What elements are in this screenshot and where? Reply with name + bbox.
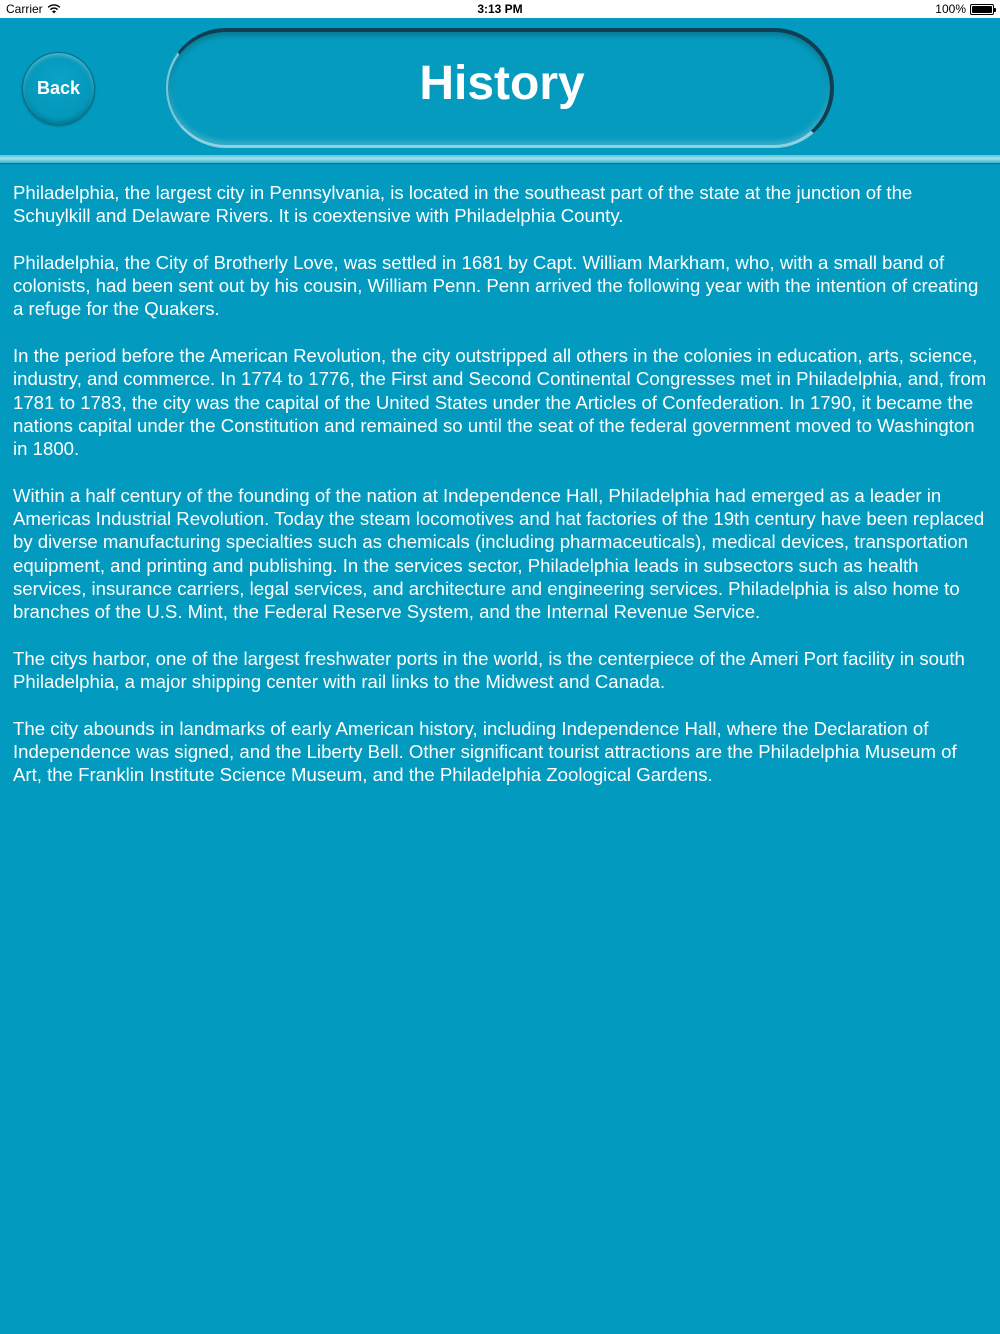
status-left [6,0,61,18]
paragraph: The city abounds in landmarks of early American history, including Independence Hall, where the Declaration of Independence was signed, and the Liberty Bell. Other significant tourist attractions are the Philadelphia Museum of Art, the Franklin Institute Science Museum, and the Philadelphia Zoological Gardens. [13,717,957,786]
status-right [935,0,994,18]
battery-icon [970,4,994,15]
battery-fill [972,6,992,13]
wifi-icon [47,4,61,14]
status-time: 3:13 PM [477,2,523,16]
paragraph: Philadelphia, the City of Brotherly Love, was settled in 1681 by Capt. William Markham, who, with a small band of colonists, had been sent out by his cousin, William Penn. Penn arrived the following year with the intention of creating a refuge for the Quakers. [13,251,979,320]
paragraph: Within a half century of the founding of the nation at Independence Hall, Philadelphia had emerged as a leader in Americas Industrial Revolution. Today the steam locomotives and hat factories of the 19th century have been replaced by diverse manufacturing specialties such as chemicals (including pharmaceuticals), medical devices, transportation equipment, and printing and publishing. In the services sector, Philadelphia leads in subsectors such as health services, insurance carriers, legal services, and architecture and engineering services. Philadelphia is also home to branches of the U.S. Mint, the Federal Reserve System, and the Internal Revenue Service. [13,484,985,623]
paragraph: The citys harbor, one of the largest freshwater ports in the world, is the centerpiece of the Ameri Port facility in south Philadelphia, a major shipping center with rail links to the Midwest and Canada. [13,647,965,693]
paragraph: Philadelphia, the largest city in Pennsylvania, is located in the southeast part of the state at the junction of the Schuylkill and Delaware Rivers. It is coextensive with Philadelphia County. [13,182,913,227]
paragraph: In the period before the American Revolution, the city outstripped all others in the colonies in education, arts, science, industry, and commerce. In 1774 to 1776, the First and Second Continental Congresses met in Philadelphia, and, from 1781 to 1783, the city was the capital of the United States under the Articles of Confederation. In 1790, it became the nations capital under the Constitution and remained so until the seat of the federal government moved to Washington in 1800. [13,345,987,460]
page-title: History [419,57,585,110]
header-divider [0,155,1000,163]
carrier-label: Carrier [6,2,43,16]
back-button[interactable]: Back [22,52,95,125]
battery-percent: 100% [935,2,966,16]
status-bar [0,0,1000,18]
history-text [13,181,989,810]
header [0,18,1000,158]
